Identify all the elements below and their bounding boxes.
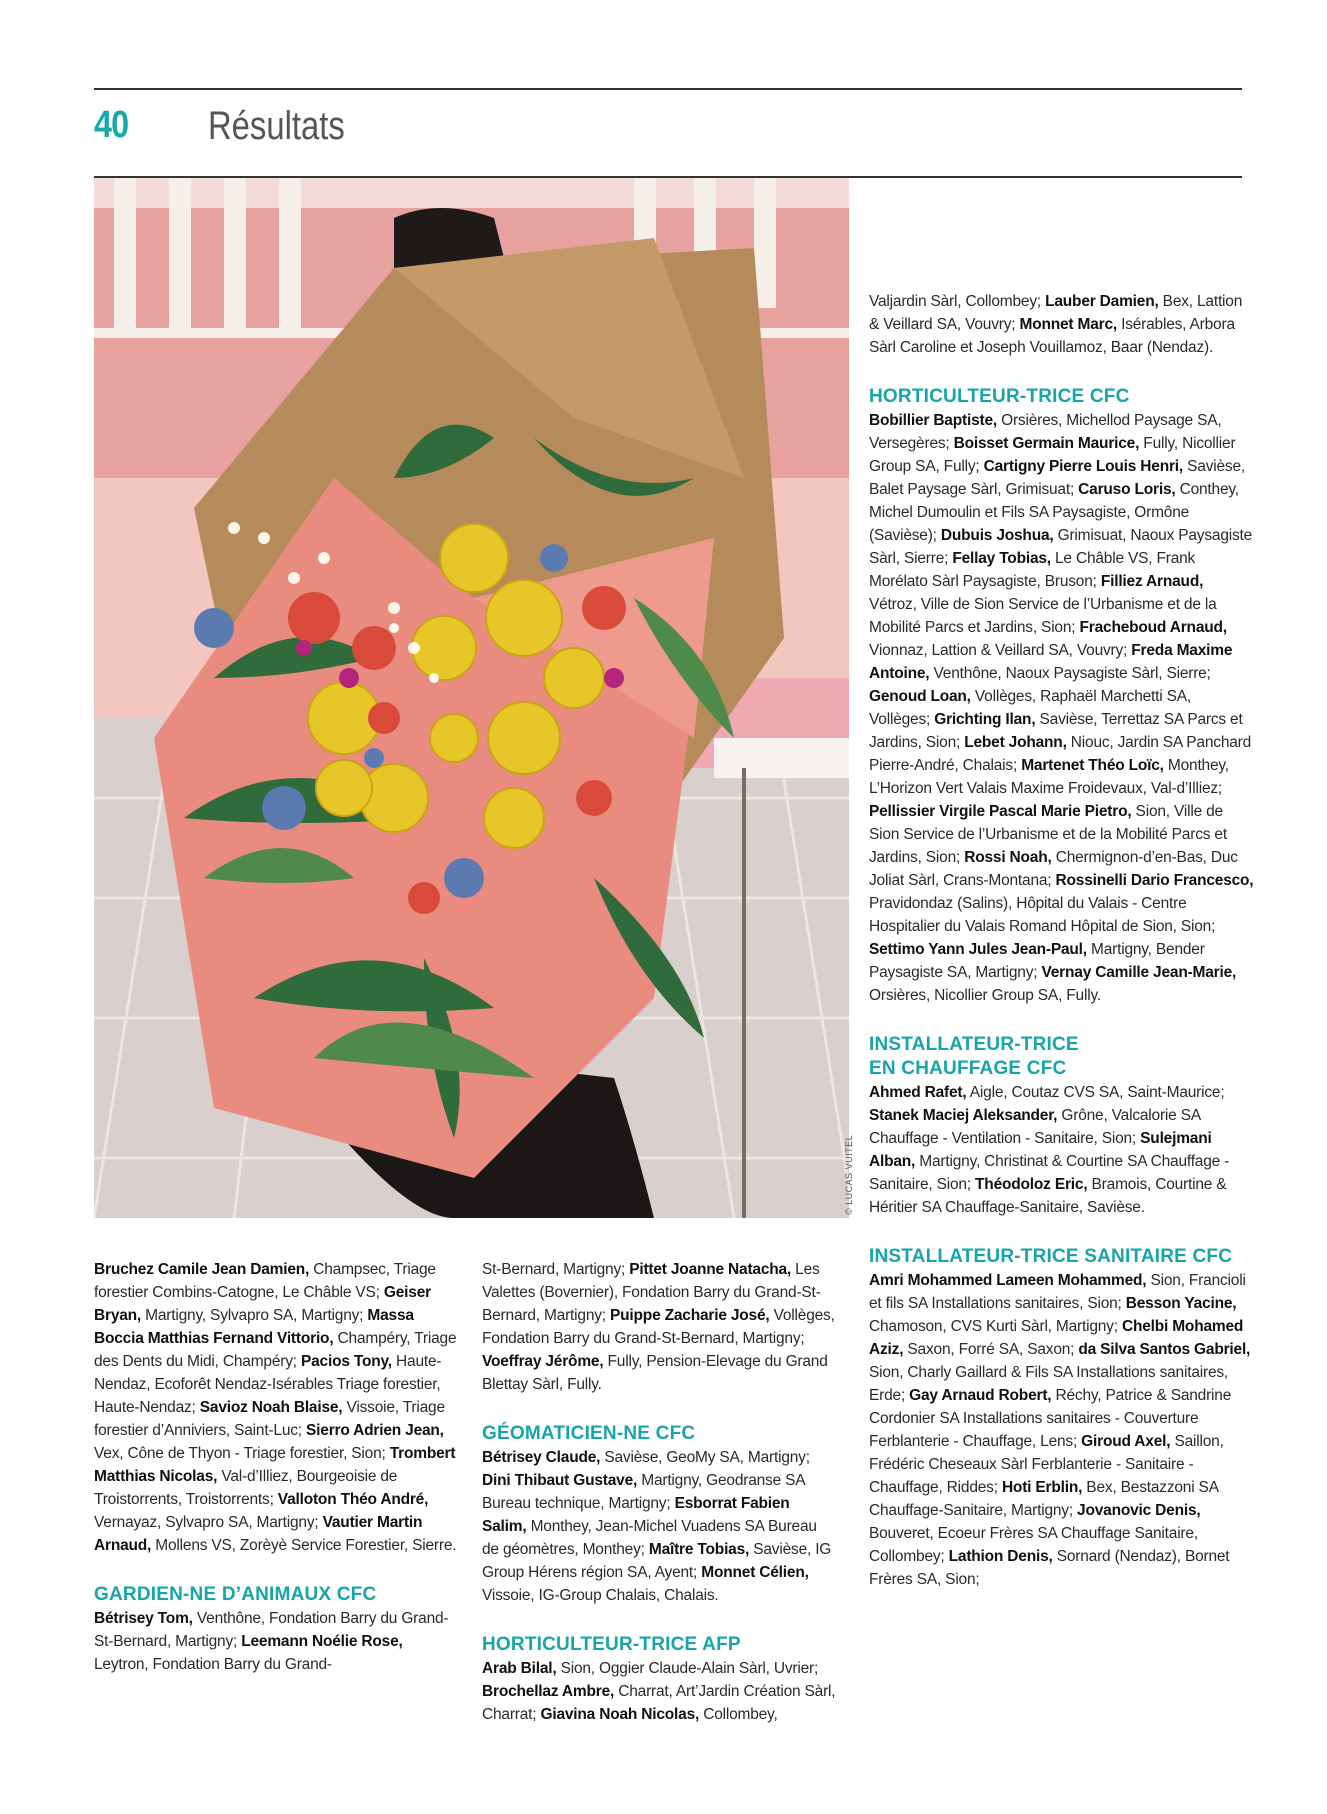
entry-details: Champsec, Triage forestier Combins-Catogne, Le Châble VS;: [94, 1261, 436, 1301]
person-name: Freda Maxime Antoine,: [869, 642, 1233, 682]
person-name: Cartigny Pierre Louis Henri,: [983, 458, 1184, 475]
entry-details: Conthey, Michel Dumoulin et Fils SA Paysagiste, Ormône (Savièse);: [869, 481, 1239, 544]
entry-details: Vernayaz, Sylvapro SA, Martigny;: [94, 1514, 323, 1531]
person-name: Boisset Germain Maurice,: [953, 435, 1140, 452]
list-horticulteur-cfc: [869, 409, 1254, 1007]
entry-details: Fully, Pension-Elevage du Grand Blettay Sàrl, Fully.: [482, 1353, 828, 1393]
person-name: Lathion Denis,: [948, 1548, 1053, 1565]
heading-installateur-chauffage-line1: INSTALLATEUR-TRICE: [869, 1034, 1079, 1055]
entry-details: Réchy, Patrice & Sandrine Cordonier SA Installations sanitaires - Couverture Ferblanterie - Chauffage, Lens;: [869, 1387, 1232, 1450]
middle-column: [482, 1258, 837, 1726]
entry-details: Martigny, Sylvapro SA, Martigny;: [141, 1307, 368, 1324]
person-name: Vautier Martin Arnaud,: [94, 1514, 423, 1554]
entry-details: Pravidondaz (Salins), Hôpital du Valais - Centre Hospitalier du Valais Romand Hôpital de Sion, Sion;: [869, 895, 1216, 935]
person-name: Amri Mohammed Lameen Mohammed,: [869, 1272, 1147, 1289]
entry-details: Martigny, Bender Paysagiste SA, Martigny;: [869, 941, 1205, 981]
person-name: Bétrisey Tom,: [94, 1610, 193, 1627]
entry-details: Savièse, IG Group Hérens région SA, Ayent;: [482, 1541, 832, 1581]
person-name: Esborrat Fabien Salim,: [482, 1495, 790, 1535]
left-intro: [94, 1258, 459, 1557]
entry-details: Valjardin Sàrl, Collombey;: [869, 293, 1046, 310]
person-name: Brochellaz Ambre,: [482, 1683, 615, 1700]
entry-details: Fully, Nicollier Group SA, Fully;: [869, 435, 1236, 475]
heading-installateur-chauffage-line2: EN CHAUFFAGE CFC: [869, 1058, 1067, 1079]
entry-details: Collombey,: [699, 1706, 778, 1723]
list-horticulteur-afp: [482, 1657, 837, 1726]
entry-details: Charrat, Art’Jardin Création Sàrl, Charrat;: [482, 1683, 836, 1723]
person-name: Rossinelli Dario Francesco,: [1055, 872, 1254, 889]
entry-details: Grône, Valcalorie SA Chauffage - Ventilation - Sanitaire, Sion;: [869, 1107, 1201, 1147]
person-name: Giroud Axel,: [1081, 1433, 1171, 1450]
person-name: Besson Yacine,: [1125, 1295, 1237, 1312]
heading-horticulteur-cfc: HORTICULTEUR-TRICE CFC: [869, 386, 1130, 407]
entry-details: Bex, Bestazzoni SA Chauffage-Sanitaire, Martigny;: [869, 1479, 1218, 1519]
middle-intro: [482, 1258, 837, 1396]
entry-details: St-Bernard, Martigny;: [482, 1261, 630, 1278]
person-name: Caruso Loris,: [1078, 481, 1176, 498]
entry-details: Sion, Oggier Claude-Alain Sàrl, Uvrier;: [556, 1660, 819, 1677]
person-name: Pacios Tony,: [301, 1353, 392, 1370]
person-name: Grichting Ilan,: [934, 711, 1036, 728]
person-name: Fellay Tobias,: [952, 550, 1051, 567]
entry-details: Monthey, L’Horizon Vert Valais Maxime Froidevaux, Val-d’Illiez;: [869, 757, 1229, 797]
page-number: 40: [94, 104, 129, 146]
person-name: Pittet Joanne Natacha,: [629, 1261, 792, 1278]
entry-details: Chamoson, CVS Kurti Sàrl, Martigny;: [869, 1318, 1122, 1335]
person-name: Voeffray Jérôme,: [482, 1353, 604, 1370]
person-name: Arab Bilal,: [482, 1660, 557, 1677]
person-name: Dubuis Joshua,: [940, 527, 1054, 544]
heading-geomaticien: GÉOMATICIEN-NE CFC: [482, 1423, 696, 1444]
entry-details: Monthey, Jean-Michel Vuadens SA Bureau de géomètres, Monthey;: [482, 1518, 817, 1558]
person-name: Hoti Erblin,: [1001, 1479, 1083, 1496]
right-column: [869, 290, 1254, 1591]
entry-details: Saxon, Forré SA, Saxon;: [903, 1341, 1079, 1358]
entry-details: Savièse, Terrettaz SA Parcs et Jardins, Sion;: [869, 711, 1243, 751]
top-rule: [94, 88, 1242, 90]
entry-details: Bramois, Courtine & Héritier SA Chauffage-Sanitaire, Savièse.: [869, 1176, 1227, 1216]
entry-details: Bex, Lattion & Veillard SA, Vouvry;: [869, 293, 1243, 333]
entry-details: Saillon, Frédéric Cheseaux Sàrl Ferblanterie - Sanitaire - Chauffage, Riddes;: [869, 1433, 1224, 1496]
list-geomaticien: [482, 1446, 837, 1607]
entry-details: Val-d’Illiez, Bourgeoisie de Troistorrents, Troistorrents;: [94, 1468, 398, 1508]
heading-gardien: GARDIEN-NE D’ANIMAUX CFC: [94, 1584, 377, 1605]
entry-details: Sornard (Nendaz), Bornet Frères SA, Sion;: [869, 1548, 1230, 1588]
person-name: Ahmed Rafet,: [869, 1084, 967, 1101]
entry-details: Mollens VS, Zorèyè Service Forestier, Sierre.: [151, 1537, 457, 1554]
person-name: Chelbi Mohamed Aziz,: [869, 1318, 1244, 1358]
person-name: Stanek Maciej Aleksander,: [869, 1107, 1058, 1124]
person-name: Gay Arnaud Robert,: [909, 1387, 1052, 1404]
entry-details: Champéry, Triage des Dents du Midi, Champéry;: [94, 1330, 457, 1370]
person-name: da Silva Santos Gabriel,: [1078, 1341, 1251, 1358]
entry-details: Vollèges, Fondation Barry du Grand-St-Bernard, Martigny;: [482, 1307, 835, 1347]
list-gardien: [94, 1607, 459, 1676]
entry-details: Vionnaz, Lattion & Veillard SA, Vouvry;: [869, 642, 1132, 659]
person-name: Bétrisey Claude,: [482, 1449, 601, 1466]
entry-details: Martigny, Christinat & Courtine SA Chauffage - Sanitaire, Sion;: [869, 1153, 1230, 1193]
person-name: Lauber Damien,: [1045, 293, 1159, 310]
section-title: Résultats: [208, 104, 345, 148]
person-name: Fracheboud Arnaud,: [1079, 619, 1227, 636]
entry-details: Savièse, Balet Paysage Sàrl, Grimisuat;: [869, 458, 1245, 498]
person-name: Trombert Matthias Nicolas,: [94, 1445, 456, 1485]
entry-details: Vissoie, Triage forestier d’Anniviers, Saint-Luc;: [94, 1399, 445, 1439]
entry-details: Aigle, Coutaz CVS SA, Saint-Maurice;: [966, 1084, 1225, 1101]
entry-details: Sion, Charly Gaillard & Fils SA Installations sanitaires, Erde;: [869, 1364, 1229, 1404]
entry-details: Savièse, GeoMy SA, Martigny;: [600, 1449, 810, 1466]
list-installateur-chauffage: [869, 1081, 1254, 1219]
person-name: Sulejmani Alban,: [869, 1130, 1212, 1170]
person-name: Sierro Adrien Jean,: [306, 1422, 444, 1439]
entry-details: Chermignon-d’en-Bas, Duc Joliat Sàrl, Crans-Montana;: [869, 849, 1238, 889]
entry-details: Niouc, Jardin SA Panchard Pierre-André, Chalais;: [869, 734, 1252, 774]
entry-details: Leytron, Fondation Barry du Grand-: [94, 1656, 332, 1673]
person-name: Maître Tobias,: [648, 1541, 750, 1558]
person-name: Genoud Loan,: [869, 688, 971, 705]
person-name: Vernay Camille Jean-Marie,: [1041, 964, 1237, 981]
entry-details: Vissoie, IG-Group Chalais, Chalais.: [482, 1587, 719, 1604]
entry-details: Venthône, Fondation Barry du Grand-St-Bernard, Martigny;: [94, 1610, 449, 1650]
person-name: Valloton Théo André,: [277, 1491, 429, 1508]
person-name: Giavina Noah Nicolas,: [540, 1706, 700, 1723]
entry-details: Vétroz, Ville de Sion Service de l’Urbanisme et de la Mobilité Parcs et Jardins, Sion;: [869, 596, 1217, 636]
person-name: Massa Boccia Matthias Fernand Vittorio,: [94, 1307, 414, 1347]
entry-details: Les Valettes (Bovernier), Fondation Barry du Grand-St-Bernard, Martigny;: [482, 1261, 821, 1324]
entry-details: Orsières, Nicollier Group SA, Fully.: [869, 987, 1101, 1004]
bouquet-photo: [94, 178, 849, 1218]
person-name: Martenet Théo Loïc,: [1021, 757, 1164, 774]
entry-details: Haute-Nendaz, Ecoforêt Nendaz-Isérables Triage forestier, Haute-Nendaz;: [94, 1353, 442, 1416]
photo-credit: © LUCAS VUITEL: [844, 1134, 854, 1215]
person-name: Jovanovic Denis,: [1077, 1502, 1201, 1519]
entry-details: Le Châble VS, Frank Morélato Sàrl Paysagiste, Bruson;: [869, 550, 1196, 590]
person-name: Savioz Noah Blaise,: [199, 1399, 343, 1416]
entry-details: Bouveret, Ecoeur Frères SA Chauffage Sanitaire, Collombey;: [869, 1525, 1198, 1565]
person-name: Puippe Zacharie José,: [610, 1307, 770, 1324]
person-name: Monnet Célien,: [701, 1564, 809, 1581]
person-name: Monnet Marc,: [1019, 316, 1117, 333]
person-name: Pellissier Virgile Pascal Marie Pietro,: [869, 803, 1132, 820]
person-name: Rossi Noah,: [964, 849, 1052, 866]
entry-details: Orsières, Michellod Paysage SA, Versegères;: [869, 412, 1222, 452]
entry-details: Sion, Francioli et fils SA Installations sanitaires, Sion;: [869, 1272, 1246, 1312]
entry-details: Venthône, Naoux Paysagiste Sàrl, Sierre;: [929, 665, 1211, 682]
person-name: Bruchez Camile Jean Damien,: [94, 1261, 310, 1278]
entry-details: Vollèges, Raphaël Marchetti SA, Vollèges;: [869, 688, 1191, 728]
left-column: [94, 1258, 459, 1676]
entry-details: Grimisuat, Naoux Paysagiste Sàrl, Sierre;: [869, 527, 1253, 567]
heading-horticulteur-afp: HORTICULTEUR-TRICE AFP: [482, 1634, 741, 1655]
right-intro: [869, 290, 1254, 359]
person-name: Filliez Arnaud,: [1100, 573, 1204, 590]
person-name: Leemann Noélie Rose,: [241, 1633, 403, 1650]
heading-installateur-sanitaire: INSTALLATEUR-TRICE SANITAIRE CFC: [869, 1246, 1233, 1267]
entry-details: Isérables, Arbora Sàrl Caroline et Joseph Vouillamoz, Baar (Nendaz).: [869, 316, 1235, 356]
person-name: Settimo Yann Jules Jean-Paul,: [869, 941, 1087, 958]
person-name: Geiser Bryan,: [94, 1284, 431, 1324]
person-name: Théodoloz Eric,: [975, 1176, 1088, 1193]
entry-details: Vex, Cône de Thyon - Triage forestier, Sion;: [94, 1445, 390, 1462]
person-name: Dini Thibaut Gustave,: [482, 1472, 638, 1489]
entry-details: Martigny, Geodranse SA Bureau technique, Martigny;: [482, 1472, 805, 1512]
list-installateur-sanitaire: [869, 1269, 1254, 1591]
entry-details: Sion, Ville de Sion Service de l’Urbanisme et de la Mobilité Parcs et Jardins, Sion;: [869, 803, 1227, 866]
person-name: Bobillier Baptiste,: [869, 412, 997, 429]
person-name: Lebet Johann,: [964, 734, 1067, 751]
